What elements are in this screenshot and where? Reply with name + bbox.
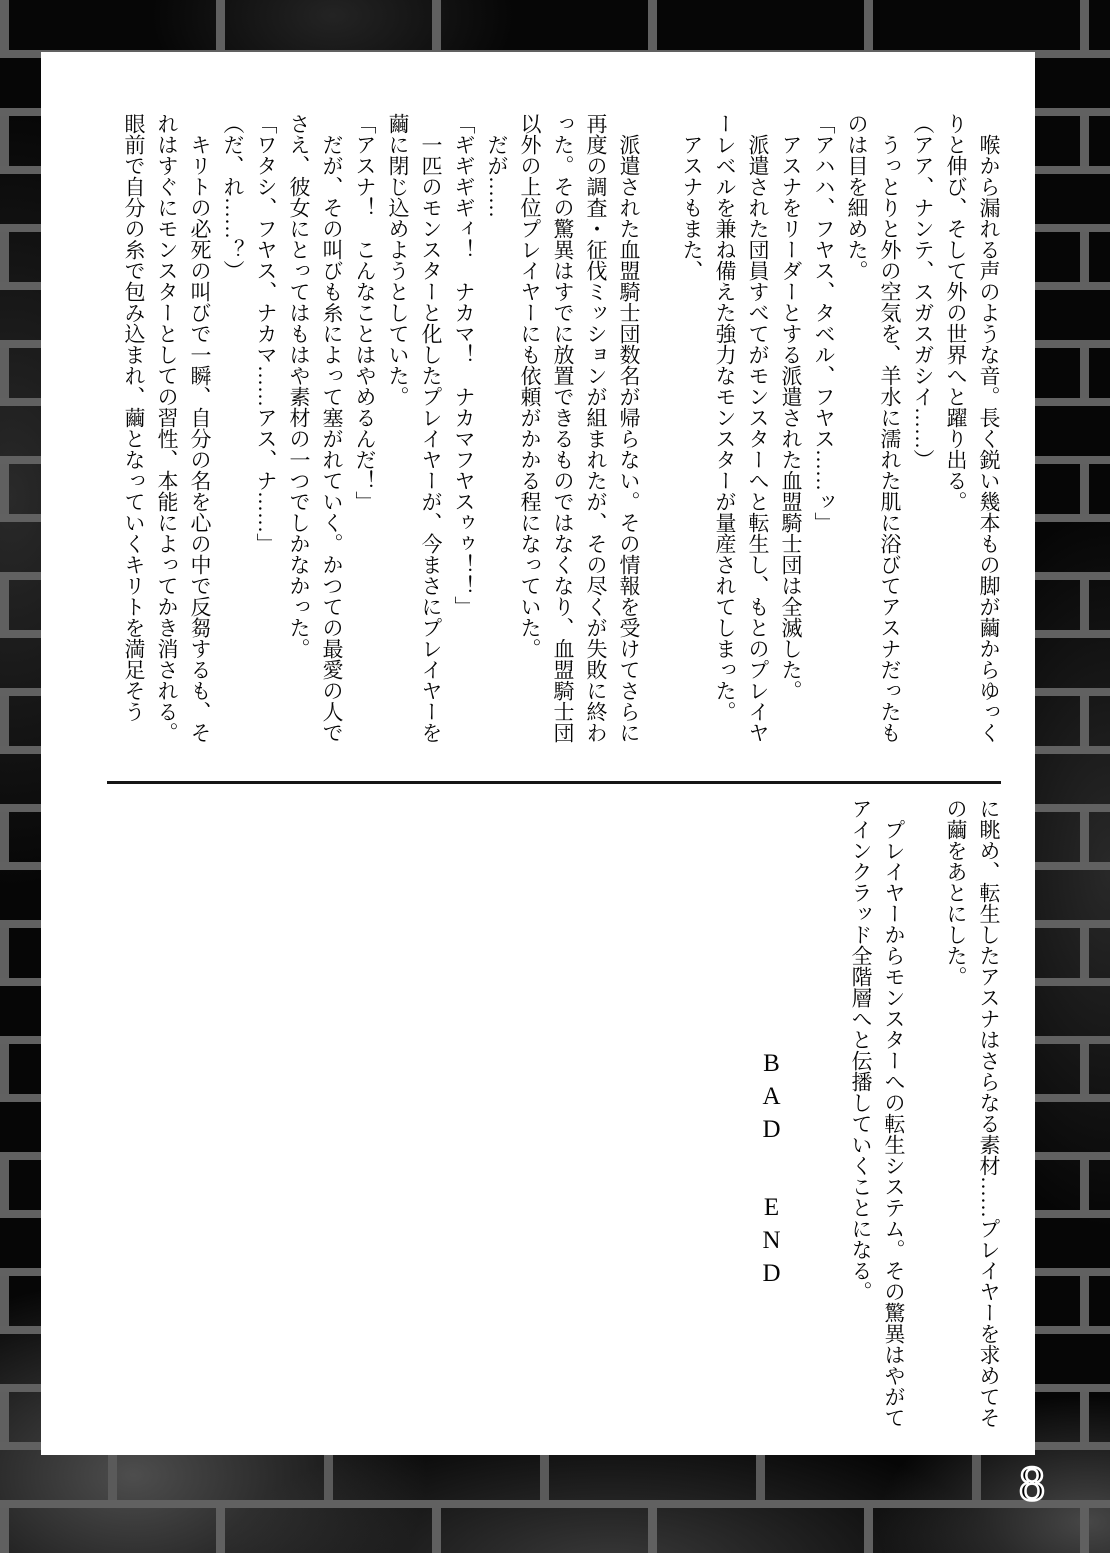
paragraph: うっとりと外の空気を、羊水に濡れた肌に浴びてアスナだったものは目を細めた。 <box>845 113 902 743</box>
paragraph: 「アハハ、フヤス、タベル、フヤス……ッ」 <box>812 113 836 533</box>
paragraph: だが、その叫びも糸によって塞がれていく。かつての最愛の人でさえ、彼女にとってはもはや素材の一つでしかなかった。 <box>287 113 344 743</box>
paragraph: に眺め、転生したアスナはさらなる素材……プレイヤーを求めてその繭をあとにした。 <box>944 798 1001 1428</box>
section-divider <box>107 781 1001 784</box>
paragraph: アスナをリーダーとする派遣された血盟騎士団は全滅した。 <box>779 134 803 701</box>
paragraph: （アア、ナンテ、スガスガシイ……） <box>911 113 935 470</box>
paragraph: 「アスナ！ こんなことはやめるんだ！」 <box>353 113 377 512</box>
paragraph: （だ、れ……？） <box>221 113 245 281</box>
paragraph: 一匹のモンスターと化したプレイヤーが、今まさにプレイヤーを繭に閉じ込めようとしていた。 <box>386 113 443 743</box>
paragraph: 派遣された団員すべてがモンスターへと転生し、もとのプレイヤーレベルを兼ね備えた強力なモンスターが量産されてしまった。 <box>713 113 770 743</box>
paragraph: 「ギギギギィ！ ナカマ！ ナカマフヤスゥゥ！！」 <box>452 113 476 617</box>
paragraph: BAD END <box>758 1050 785 1293</box>
paragraph: 派遣された血盟騎士団数名が帰らない。その情報を受けてさらに再度の調査・征伐ミッションが組まれたが、その尽くが失敗に終わった。その驚異はすでに放置できるものではなくなり、血盟騎士団以外の上位プレイヤーにも依頼がかかる程になっていた。 <box>518 113 641 743</box>
paragraph: だが…… <box>485 134 509 218</box>
paragraph: 喉から漏れる声のような音。長く鋭い幾本もの脚が繭からゆっくりと伸び、そして外の世界へと躍り出る。 <box>944 113 1001 743</box>
paragraph: キリトの必死の叫びで一瞬、自分の名を心の中で反芻するも、それはすぐにモンスターとしての習性、本能によってかき消される。眼前で自分の糸で包み込まれ、繭となっていくキリトを満足そう <box>122 113 212 743</box>
paragraph: 「ワタシ、フヤス、ナカマ……アス、ナ……」 <box>254 113 278 554</box>
paragraph: アスナもまた、 <box>680 134 704 281</box>
lower-text-block <box>755 798 1005 1428</box>
page-number: 8 <box>1018 1460 1046 1511</box>
upper-text-block <box>117 113 1005 743</box>
book-page <box>41 52 1035 1455</box>
paragraph: プレイヤーからモンスターへの転生システム。その驚異はやがてアインクラッド全階層へと伝播していくことになる。 <box>849 798 906 1428</box>
